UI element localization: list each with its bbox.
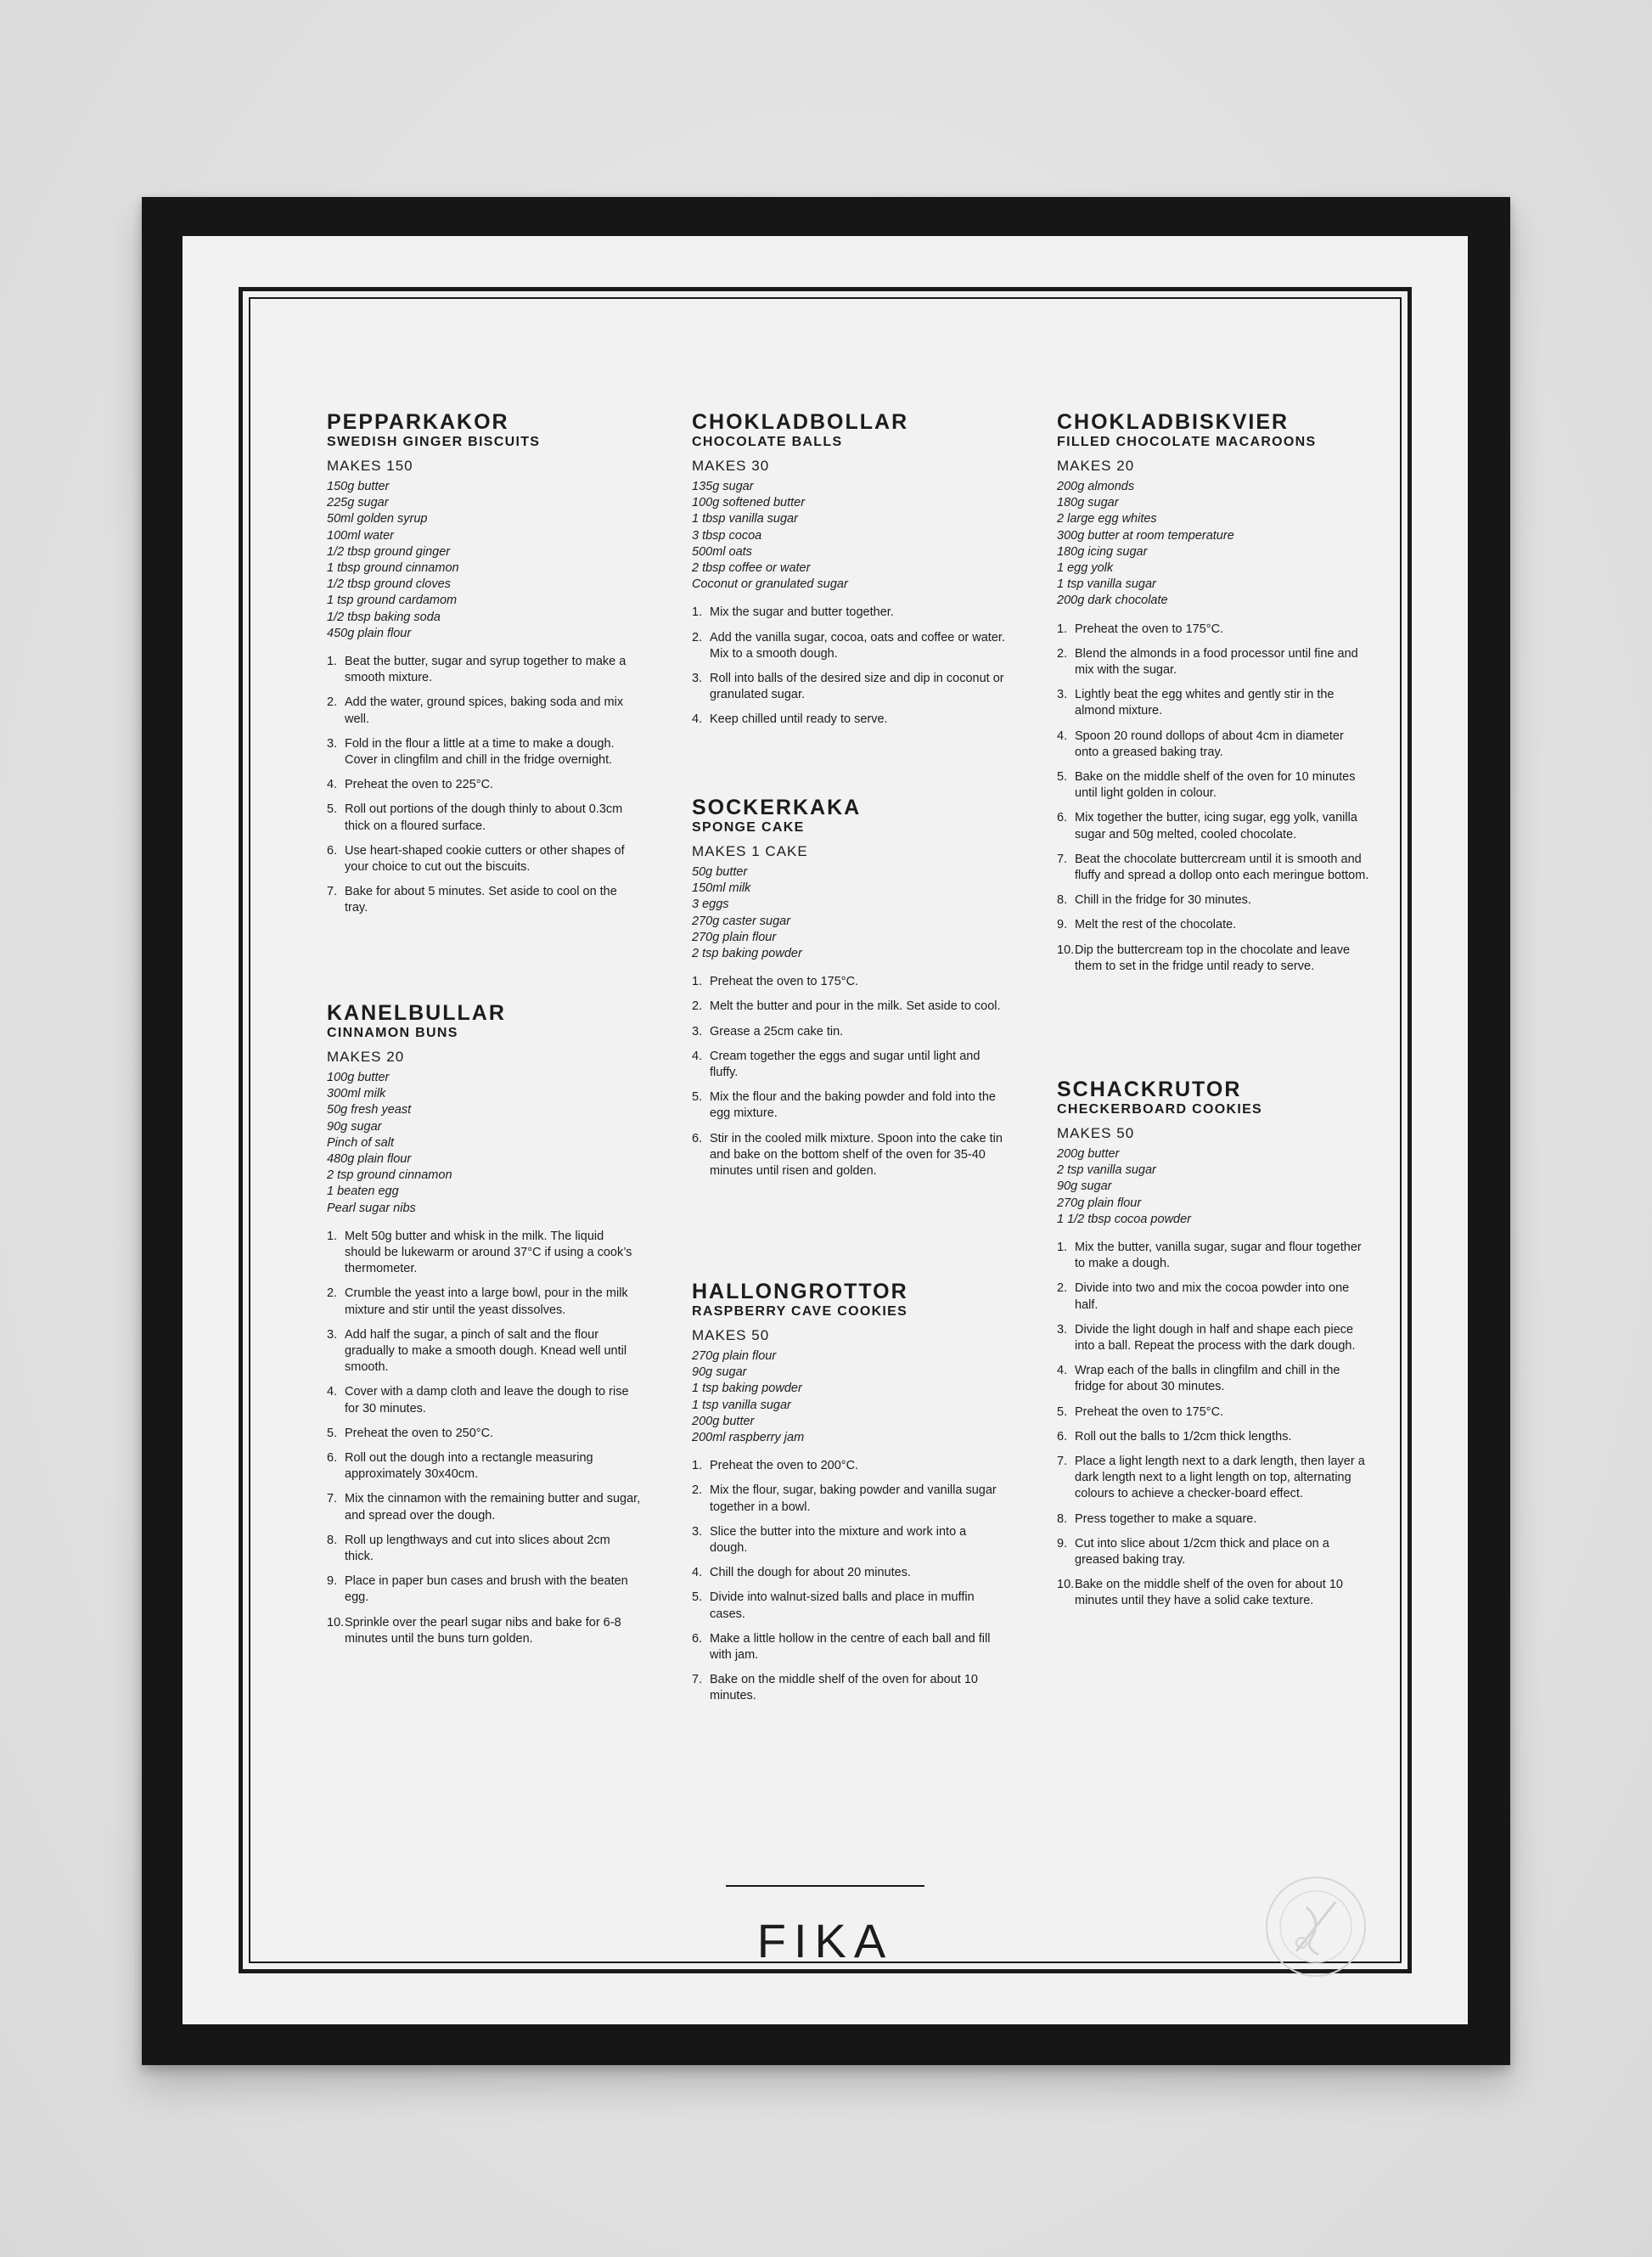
step-number: 4. — [1057, 729, 1068, 743]
step-number: 5. — [692, 1590, 703, 1605]
step-text: Preheat the oven to 175°C. — [1075, 1404, 1224, 1419]
step-number: 1. — [692, 605, 703, 620]
step-item — [692, 712, 1006, 728]
step-item — [1057, 687, 1371, 719]
step-text: Roll up lengthways and cut into slices about 2cm thick. — [345, 1533, 610, 1564]
recipe-title: PEPPARKAKOR — [327, 410, 509, 434]
step-item — [1057, 1240, 1371, 1272]
ingredient-item: 150ml milk — [692, 881, 751, 896]
step-number: 1. — [327, 1229, 338, 1243]
step-text: Add half the sugar, a pinch of salt and the flour gradually to make a smooth dough. Knead well until smooth. — [345, 1327, 627, 1375]
step-number: 6. — [1057, 811, 1068, 825]
step-number: 8. — [1057, 1511, 1068, 1526]
step-item — [1057, 1511, 1371, 1528]
recipe-yield: MAKES 20 — [327, 1049, 405, 1065]
ingredient-item: 2 large egg whites — [1057, 512, 1157, 526]
step-list — [1057, 1240, 1371, 1610]
step-number: 2. — [1057, 1281, 1068, 1296]
recipe-subtitle: SPONGE CAKE — [692, 820, 805, 835]
step-item — [692, 1131, 1006, 1180]
step-number: 1. — [1057, 622, 1068, 636]
step-text: Divide the light dough in half and shape each piece into a ball. Repeat the process with the dark dough. — [1075, 1322, 1356, 1354]
step-number: 3. — [1057, 1322, 1068, 1337]
step-text: Chill the dough for about 20 minutes. — [710, 1566, 911, 1580]
step-text: Roll out the dough into a rectangle measuring approximately 30x40cm. — [345, 1451, 593, 1482]
step-item — [1057, 943, 1371, 975]
recipe-subtitle: FILLED CHOCOLATE MACAROONS — [1057, 435, 1317, 449]
ingredient-item: 50ml golden syrup — [327, 512, 428, 526]
ingredient-list — [327, 1070, 641, 1217]
step-item — [692, 1024, 1006, 1040]
step-text: Preheat the oven to 175°C. — [1075, 622, 1224, 636]
step-text: Sprinkle over the pearl sugar nibs and bake for 6-8 minutes until the buns turn golden. — [345, 1615, 621, 1646]
step-number: 2. — [327, 1286, 338, 1301]
recipe-chokladbollar — [692, 411, 1006, 737]
ingredient-item: 1/2 tbsp baking soda — [327, 610, 441, 624]
step-number: 5. — [1057, 1404, 1068, 1419]
ingredient-item: Pearl sugar nibs — [327, 1201, 416, 1215]
step-text: Bake on the middle shelf of the oven for 10 minutes until light golden in colour. — [1075, 770, 1356, 801]
step-item — [1057, 622, 1371, 638]
ingredient-item: 50g butter — [692, 865, 748, 879]
step-text: Wrap each of the balls in clingfilm and chill in the fridge for about 30 minutes. — [1075, 1364, 1340, 1394]
step-number: 8. — [1057, 893, 1068, 908]
step-number: 1. — [692, 1459, 703, 1473]
step-text: Add the vanilla sugar, cocoa, oats and coffee or water. Mix to a smooth dough. — [710, 630, 1005, 661]
step-text: Cut into slice about 1/2cm thick and place on a greased baking tray. — [1075, 1536, 1329, 1568]
step-item — [692, 1631, 1006, 1663]
step-text: Bake on the middle shelf of the oven for about 10 minutes until they have a solid cake texture. — [1075, 1578, 1343, 1608]
ingredient-item: 1 1/2 tbsp cocoa powder — [1057, 1212, 1191, 1226]
ingredient-item: 1 tsp vanilla sugar — [692, 1398, 791, 1412]
step-item — [327, 802, 641, 834]
step-number: 4. — [327, 778, 338, 792]
ingredient-item: 1 tsp vanilla sugar — [1057, 577, 1156, 592]
ingredient-item: 2 tsp baking powder — [692, 947, 802, 961]
step-item — [692, 605, 1006, 621]
step-number: 10. — [1057, 943, 1075, 957]
step-item — [1057, 769, 1371, 802]
step-item — [1057, 892, 1371, 909]
ingredient-item: 180g icing sugar — [1057, 544, 1148, 559]
ingredient-item: 1/2 tbsp ground ginger — [327, 544, 451, 559]
recipe-yield: MAKES 50 — [1057, 1125, 1135, 1141]
step-item — [327, 843, 641, 875]
ingredient-item: 500ml oats — [692, 544, 752, 559]
step-text: Chill in the fridge for 30 minutes. — [1075, 893, 1251, 908]
step-item — [1057, 1280, 1371, 1313]
step-item — [327, 736, 641, 768]
step-item — [692, 671, 1006, 703]
recipe-hallongrottor — [692, 1280, 1006, 1714]
step-number: 5. — [1057, 770, 1068, 785]
step-text: Blend the almonds in a food processor until fine and mix with the sugar. — [1075, 646, 1358, 678]
step-number: 7. — [692, 1673, 703, 1687]
ingredient-item: 300ml milk — [327, 1087, 386, 1101]
recipe-title: SOCKERKAKA — [692, 796, 862, 819]
ingredient-item: Pinch of salt — [327, 1135, 394, 1150]
step-item — [692, 1049, 1006, 1081]
step-text: Bake on the middle shelf of the oven for about 10 minutes. — [710, 1673, 978, 1703]
ingredient-item: 2 tsp ground cinnamon — [327, 1168, 452, 1183]
ingredient-item: 180g sugar — [1057, 496, 1119, 510]
ingredient-item: 100g softened butter — [692, 496, 806, 510]
step-item — [1057, 917, 1371, 933]
recipe-subtitle: SWEDISH GINGER BISCUITS — [327, 435, 541, 449]
step-item — [327, 1533, 641, 1565]
step-number: 7. — [1057, 852, 1068, 866]
ingredient-item: 200g dark chocolate — [1057, 594, 1168, 608]
recipe-pepparkakor — [327, 411, 641, 926]
step-item — [1057, 852, 1371, 884]
step-number: 4. — [692, 712, 703, 727]
step-number: 6. — [692, 1631, 703, 1646]
ingredient-item: 1 tbsp ground cinnamon — [327, 561, 459, 576]
step-item — [327, 1426, 641, 1442]
step-text: Mix together the butter, icing sugar, egg yolk, vanilla sugar and 50g melted, cooled chocolate. — [1075, 811, 1357, 841]
recipe-yield: MAKES 1 CAKE — [692, 843, 808, 859]
step-item — [327, 1229, 641, 1278]
step-text: Beat the chocolate buttercream until it is smooth and fluffy and spread a dollop onto each meringue bottom. — [1075, 852, 1369, 883]
step-item — [327, 1491, 641, 1523]
step-item — [692, 1483, 1006, 1515]
recipe-subtitle: RASPBERRY CAVE COOKIES — [692, 1304, 908, 1319]
step-number: 4. — [692, 1049, 703, 1063]
recipe-title: KANELBULLAR — [327, 1001, 506, 1025]
poster-frame — [142, 197, 1510, 2065]
step-text: Divide into walnut-sized balls and place in muffin cases. — [710, 1590, 975, 1621]
step-text: Cover with a damp cloth and leave the dough to rise for 30 minutes. — [345, 1385, 629, 1416]
step-number: 10. — [1057, 1578, 1075, 1592]
poster-title: FIKA — [756, 1914, 894, 1967]
ingredient-item: 1 tsp baking powder — [692, 1382, 802, 1396]
step-text: Spoon 20 round dollops of about 4cm in diameter onto a greased baking tray. — [1075, 729, 1344, 759]
step-item — [327, 1327, 641, 1376]
ingredient-list — [692, 1348, 1006, 1446]
step-text: Use heart-shaped cookie cutters or other shapes of your choice to cut out the biscuits. — [345, 843, 625, 875]
step-text: Roll into balls of the desired size and dip in coconut or granulated sugar. — [710, 672, 1004, 702]
recipe-yield: MAKES 20 — [1057, 458, 1135, 474]
step-item — [327, 654, 641, 686]
ingredient-item: 100g butter — [327, 1071, 390, 1084]
ingredient-item: 2 tbsp coffee or water — [692, 561, 811, 576]
step-list — [327, 1229, 641, 1647]
step-item — [1057, 729, 1371, 761]
step-text: Place a light length next to a dark length, then layer a dark length next to a light length on top, alternating colours to achieve a checker-board effect. — [1075, 1455, 1365, 1501]
step-number: 1. — [1057, 1241, 1068, 1255]
step-number: 9. — [1057, 918, 1068, 932]
step-list — [1057, 622, 1371, 975]
step-item — [1057, 1536, 1371, 1568]
step-list — [692, 1458, 1006, 1704]
step-item — [692, 1672, 1006, 1704]
recipe-title: HALLONGROTTOR — [692, 1280, 908, 1303]
ingredient-list — [1057, 479, 1371, 610]
step-item — [1057, 1363, 1371, 1395]
step-text: Press together to make a square. — [1075, 1511, 1257, 1526]
ingredient-item: 270g plain flour — [692, 930, 777, 944]
step-item — [1057, 646, 1371, 678]
step-text: Mix the cinnamon with the remaining butter and sugar, and spread over the dough. — [345, 1492, 641, 1522]
step-number: 9. — [327, 1574, 338, 1589]
step-item — [327, 1573, 641, 1606]
recipe-kanelbullar — [327, 1002, 641, 1656]
step-item — [692, 999, 1006, 1015]
poster-mat — [183, 236, 1468, 2024]
step-number: 10. — [327, 1615, 345, 1629]
ingredient-item: 90g sugar — [1057, 1179, 1112, 1194]
ingredient-item: 135g sugar — [692, 480, 754, 493]
emboss-seal-icon — [1262, 1873, 1369, 1980]
step-number: 7. — [327, 1492, 338, 1506]
step-text: Melt 50g butter and whisk in the milk. The liquid should be lukewarm or around 37°C if using a cook’s thermometer. — [345, 1229, 632, 1276]
step-number: 6. — [327, 1451, 338, 1466]
step-number: 2. — [692, 999, 703, 1014]
step-number: 5. — [692, 1090, 703, 1105]
ingredient-list — [327, 479, 641, 642]
ingredient-item: 200g almonds — [1057, 480, 1135, 493]
step-number: 2. — [327, 695, 338, 710]
step-item — [327, 777, 641, 793]
step-text: Preheat the oven to 250°C. — [345, 1426, 494, 1440]
step-text: Place in paper bun cases and brush with the beaten egg. — [345, 1574, 628, 1605]
step-number: 6. — [327, 843, 338, 858]
step-text: Melt the rest of the chocolate. — [1075, 918, 1237, 932]
step-text: Slice the butter into the mixture and work into a dough. — [710, 1524, 967, 1556]
step-text: Mix the flour and the baking powder and fold into the egg mixture. — [710, 1090, 996, 1121]
ingredient-item: 225g sugar — [327, 496, 389, 510]
step-text: Roll out the balls to 1/2cm thick lengths. — [1075, 1429, 1292, 1444]
step-item — [692, 974, 1006, 990]
ingredient-item: 100ml water — [327, 528, 394, 543]
ingredient-item: 1 tbsp vanilla sugar — [692, 512, 798, 526]
recipe-schackrutor — [1057, 1078, 1371, 1618]
step-number: 3. — [692, 672, 703, 686]
ingredient-item: 450g plain flour — [327, 626, 412, 640]
ingredient-list — [1057, 1146, 1371, 1228]
step-item — [692, 1524, 1006, 1556]
step-number: 5. — [327, 1426, 338, 1440]
ingredient-item: 50g fresh yeast — [327, 1103, 412, 1117]
recipe-subtitle: CHOCOLATE BALLS — [692, 435, 843, 449]
step-list — [327, 654, 641, 917]
recipe-yield: MAKES 150 — [327, 458, 413, 474]
ingredient-item: 270g caster sugar — [692, 914, 791, 928]
step-text: Fold in the flour a little at a time to make a dough. Cover in clingfilm and chill in the fridge overnight. — [345, 736, 615, 768]
step-text: Divide into two and mix the cocoa powder into one half. — [1075, 1281, 1350, 1312]
step-text: Mix the flour, sugar, baking powder and vanilla sugar together in a bowl. — [710, 1483, 997, 1514]
step-item — [1057, 1454, 1371, 1503]
step-item — [1057, 1404, 1371, 1421]
step-number: 1. — [327, 655, 338, 669]
step-text: Preheat the oven to 200°C. — [710, 1459, 859, 1473]
recipe-title: CHOKLADBISKVIER — [1057, 410, 1290, 434]
step-text: Preheat the oven to 225°C. — [345, 778, 494, 792]
step-number: 1. — [692, 975, 703, 989]
recipe-yield: MAKES 30 — [692, 458, 770, 474]
step-list — [692, 974, 1006, 1179]
step-number: 4. — [1057, 1364, 1068, 1378]
recipe-title: SCHACKRUTOR — [1057, 1078, 1242, 1101]
step-item — [692, 1089, 1006, 1122]
ingredient-item: 300g butter at room temperature — [1057, 528, 1234, 543]
step-item — [327, 695, 641, 727]
step-number: 3. — [327, 736, 338, 751]
ingredient-item: 270g plain flour — [692, 1349, 777, 1363]
step-number: 3. — [692, 1024, 703, 1038]
step-text: Preheat the oven to 175°C. — [710, 975, 859, 989]
recipe-subtitle: CINNAMON BUNS — [327, 1026, 458, 1040]
step-item — [327, 1615, 641, 1647]
ingredient-item: 270g plain flour — [1057, 1196, 1142, 1210]
ingredient-item: 1/2 tbsp ground cloves — [327, 577, 451, 592]
ingredient-item: 150g butter — [327, 480, 390, 493]
step-item — [327, 884, 641, 916]
ingredient-item: 1 beaten egg — [327, 1185, 399, 1199]
step-number: 2. — [692, 630, 703, 644]
step-item — [1057, 1577, 1371, 1609]
step-number: 3. — [1057, 688, 1068, 702]
step-number: 9. — [1057, 1536, 1068, 1551]
ingredient-item: 3 tbsp cocoa — [692, 528, 762, 543]
step-item — [327, 1286, 641, 1318]
step-number: 6. — [692, 1131, 703, 1145]
step-number: 3. — [692, 1524, 703, 1539]
step-number: 8. — [327, 1533, 338, 1547]
step-list — [692, 605, 1006, 728]
ingredient-item: 90g sugar — [692, 1365, 747, 1380]
step-text: Make a little hollow in the centre of each ball and fill with jam. — [710, 1631, 991, 1663]
ingredient-item: 480g plain flour — [327, 1152, 412, 1167]
step-number: 5. — [327, 802, 338, 817]
step-item — [692, 1590, 1006, 1622]
ingredient-item: 3 eggs — [692, 898, 729, 912]
step-item — [1057, 1429, 1371, 1445]
ingredient-item: 200g butter — [1057, 1147, 1120, 1161]
step-text: Mix the butter, vanilla sugar, sugar and flour together to make a dough. — [1075, 1241, 1362, 1271]
ingredient-list — [692, 479, 1006, 593]
step-item — [1057, 1322, 1371, 1354]
step-number: 3. — [327, 1327, 338, 1342]
recipe-subtitle: CHECKERBOARD COOKIES — [1057, 1102, 1263, 1117]
ingredient-list — [692, 864, 1006, 962]
step-item — [327, 1384, 641, 1416]
recipe-title: CHOKLADBOLLAR — [692, 410, 909, 434]
step-item — [692, 630, 1006, 662]
step-text: Roll out portions of the dough thinly to about 0.3cm thick on a floured surface. — [345, 802, 623, 833]
step-number: 4. — [692, 1566, 703, 1580]
step-text: Beat the butter, sugar and syrup together to make a smooth mixture. — [345, 655, 627, 685]
step-text: Grease a 25cm cake tin. — [710, 1024, 844, 1038]
ingredient-item: 1 egg yolk — [1057, 561, 1114, 576]
recipe-yield: MAKES 50 — [692, 1327, 770, 1343]
step-text: Add the water, ground spices, baking soda and mix well. — [345, 695, 624, 726]
ingredient-item: 1 tsp ground cardamom — [327, 594, 458, 608]
step-item — [692, 1565, 1006, 1581]
title-rule — [726, 1885, 924, 1887]
step-text: Mix the sugar and butter together. — [710, 605, 894, 620]
step-text: Bake for about 5 minutes. Set aside to cool on the tray. — [345, 885, 617, 915]
ingredient-item: Coconut or granulated sugar — [692, 577, 848, 592]
step-number: 7. — [1057, 1455, 1068, 1469]
recipe-chokladbiskvier — [1057, 411, 1371, 983]
step-text: Keep chilled until ready to serve. — [710, 712, 888, 727]
step-number: 6. — [1057, 1429, 1068, 1444]
step-number: 2. — [692, 1483, 703, 1498]
step-number: 2. — [1057, 646, 1068, 661]
ingredient-item: 200g butter — [692, 1414, 755, 1428]
step-text: Cream together the eggs and sugar until light and fluffy. — [710, 1049, 981, 1080]
step-item — [692, 1458, 1006, 1474]
step-number: 7. — [327, 885, 338, 899]
step-text: Stir in the cooled milk mixture. Spoon into the cake tin and bake on the bottom shelf of the oven for 35-40 minutes until risen and golden. — [710, 1131, 1003, 1179]
ingredient-item: 90g sugar — [327, 1119, 382, 1134]
recipe-sockerkaka — [692, 796, 1006, 1188]
step-item — [1057, 810, 1371, 842]
step-text: Crumble the yeast into a large bowl, pour in the milk mixture and stir until the yeast dissolves. — [345, 1286, 628, 1317]
step-text: Melt the butter and pour in the milk. Set aside to cool. — [710, 999, 1001, 1014]
ingredient-item: 200ml raspberry jam — [692, 1431, 805, 1445]
ingredient-item: 2 tsp vanilla sugar — [1057, 1163, 1156, 1178]
step-text: Dip the buttercream top in the chocolate and leave them to set in the fridge until ready to serve. — [1075, 943, 1351, 973]
step-number: 4. — [327, 1385, 338, 1399]
step-item — [327, 1450, 641, 1483]
step-text: Lightly beat the egg whites and gently stir in the almond mixture. — [1075, 688, 1335, 718]
